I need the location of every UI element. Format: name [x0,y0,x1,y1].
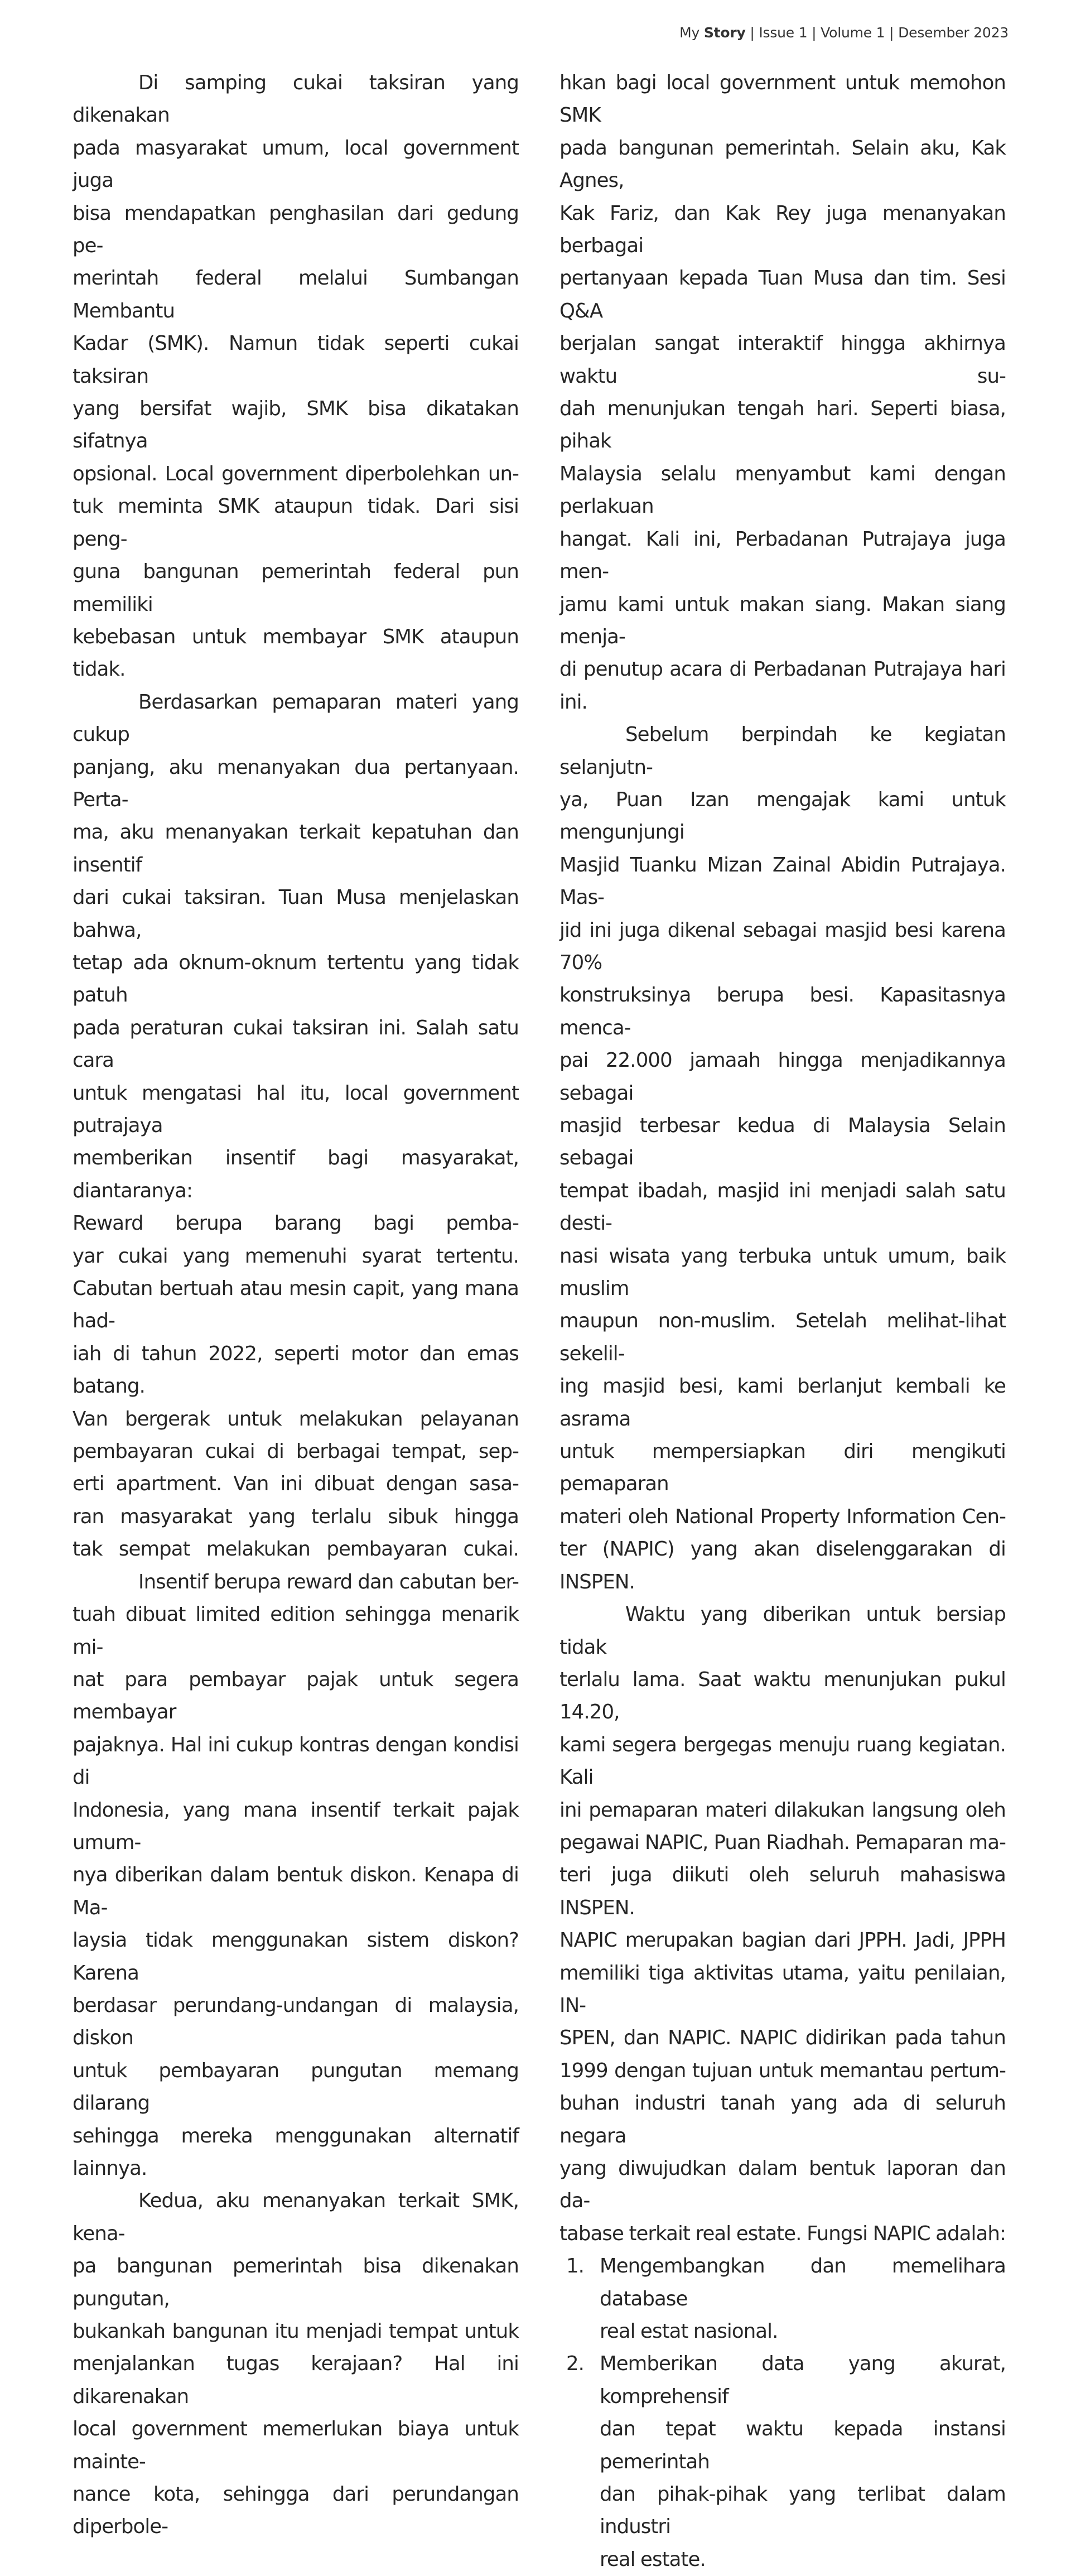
text-line: pai 22.000 jamaah hingga menjadikannya sebagai [559,1049,1006,1105]
text-line: pembayaran cukai di berbagai tempat, sep- [73,1440,519,1463]
text-line: ma, aku menanyakan terkait kepatuhan dan insentif [73,821,519,877]
text-line: nance kota, sehingga dari perundangan diperbole- [73,2483,519,2539]
text-line: memberikan insentif bagi masyarakat, diantaranya: [73,1147,519,1202]
text-line: ter (NAPIC) yang akan diselenggarakan di INSPEN. [559,1538,1006,1593]
text-line: real estate. [600,2548,706,2571]
text-line: materi oleh National Property Information Cen- [559,1505,1006,1528]
text-line: hkan bagi local government untuk memohon SMK [559,71,1006,127]
text-line: bisa mendapatkan penghasilan dari gedung pe- [73,201,519,258]
text-line: laysia tidak menggunakan sistem diskon? Karena [73,1929,519,1985]
text-line: Waktu yang diberikan untuk bersiap tidak [559,1603,1006,1659]
text-line: ran masyarakat yang terlalu sibuk hingga [73,1505,519,1528]
text-line: berdasar perundang-undangan di malaysia, diskon [73,1994,519,2050]
text-line: berjalan sangat interaktif hingga akhirnya waktu su- [559,332,1006,388]
text-line: nasi wisata yang terbuka untuk umum, baik muslim [559,1244,1006,1301]
text-line: dari cukai taksiran. Tuan Musa menjelaskan bahwa, [73,886,519,942]
napic-functions-list [559,2250,1006,2576]
text-line: tabase terkait real estate. Fungsi NAPIC adalah: [559,2222,1006,2245]
text-line: merintah federal melalui Sumbangan Membantu [73,267,519,322]
text-line: menjalankan tugas kerajaan? Hal ini dikarenakan [73,2352,519,2408]
text-line: ya, Puan Izan mengajak kami untuk mengunjungi [559,788,1006,844]
text-line: pajaknya. Hal ini cukup kontras dengan kondisi di [73,1733,519,1789]
text-line: di penutup acara di Perbadanan Putrajaya hari ini. [559,658,1006,714]
text-line: untuk pembayaran pungutan memang dilarang [73,2059,519,2115]
text-line: nya diberikan dalam bentuk diskon. Kenapa di Ma- [73,1864,519,1919]
header-prefix: My [679,25,700,41]
text-line: pegawai NAPIC, Puan Riadhah. Pemaparan ma- [559,1831,1006,1854]
text-line: local government memerlukan biaya untuk mainte- [73,2418,519,2473]
text-line: hangat. Kali ini, Perbadanan Putrajaya juga men- [559,527,1006,584]
text-line: Cabutan bertuah atau mesin capit, yang mana had- [73,1277,519,1333]
text-line: Kedua, aku menanyakan terkait SMK, kena- [73,2189,519,2245]
text-line: untuk mempersiapkan diri mengikuti pemaparan [559,1440,1006,1496]
text-line: Memberikan data yang akurat, komprehensif [600,2352,1006,2408]
text-line: tempat ibadah, masjid ini menjadi salah satu desti- [559,1179,1006,1235]
text-line: sehingga mereka menggunakan alternatif lainnya. [73,2124,519,2180]
text-line: Di samping cukai taksiran yang dikenakan [73,71,519,127]
text-line: yang diwujudkan dalam bentuk laporan dan da- [559,2157,1006,2213]
text-line: pada masyarakat umum, local government juga [73,136,519,192]
text-line: yang bersifat wajib, SMK bisa dikatakan sifatnya [73,397,519,453]
text-line: bukankah bangunan itu menjadi tempat untuk [73,2320,519,2343]
text-line: 1999 dengan tujuan untuk memantau pertum- [559,2059,1006,2082]
text-line: dan tepat waktu kepada instansi pemerintah [600,2418,1006,2473]
text-line: pada bangunan pemerintah. Selain aku, Kak Agnes, [559,136,1006,192]
text-line: tetap ada oknum-oknum tertentu yang tidak patuh [73,951,519,1007]
text-line: Sebelum berpindah ke kegiatan selanjutn- [559,723,1006,779]
text-line: masjid terbesar kedua di Malaysia Selain sebagai [559,1114,1006,1170]
text-line: pada peraturan cukai taksiran ini. Salah satu cara [73,1016,519,1072]
text-line: buhan industri tanah yang ada di seluruh negara [559,2092,1006,2148]
text-line: tuk meminta SMK ataupun tidak. Dari sisi peng- [73,495,519,551]
text-line: maupun non-muslim. Setelah melihat-lihat sekelil- [559,1309,1006,1365]
text-line: iah di tahun 2022, seperti motor dan emas batang. [73,1342,519,1398]
text-line: Kak Fariz, dan Kak Rey juga menanyakan berbagai [559,201,1006,258]
text-line: Berdasarkan pemaparan materi yang cukup [73,690,519,747]
text-line: ini pemaparan materi dilakukan langsung oleh [559,1798,1006,1822]
text-line: ing masjid besi, kami berlanjut kembali ke asrama [559,1375,1006,1431]
text-line: untuk mengatasi hal itu, local government putrajaya [73,1081,519,1137]
text-line: Malaysia selalu menyambut kami dengan perlakuan [559,462,1006,518]
text-line: guna bangunan pemerintah federal pun memiliki [73,560,519,616]
list-item-number: 2. [566,2352,585,2376]
text-line: tuah dibuat limited edition sehingga menarik mi- [73,1603,519,1659]
text-line: opsional. Local government diperbolehkan un- [73,462,519,485]
text-line: dah menunjukan tengah hari. Seperti biasa, pihak [559,397,1006,453]
left-column [73,67,519,2544]
text-line: nat para pembayar pajak untuk segera membayar [73,1668,519,1724]
text-line: konstruksinya berupa besi. Kapasitasnya menca- [559,984,1006,1039]
text-line: real estat nasional. [600,2320,778,2343]
text-line: jid ini juga dikenal sebagai masjid besi karena 70% [559,918,1006,974]
right-column [559,67,1006,2576]
list-item [559,2348,1006,2576]
text-line: kebebasan untuk membayar SMK ataupun tidak. [73,625,519,681]
list-item [559,2250,1006,2348]
header-brand: Story [703,25,746,41]
text-line: Van bergerak untuk melakukan pelayanan [73,1407,519,1431]
text-line: Masjid Tuanku Mizan Zainal Abidin Putrajaya. Mas- [559,853,1006,909]
text-line: Kadar (SMK). Namun tidak seperti cukai taksiran [73,332,519,388]
text-line: kami segera bergegas menuju ruang kegiatan. Kali [559,1733,1006,1789]
list-item-number: 1. [566,2255,585,2278]
text-line: memiliki tiga aktivitas utama, yaitu penilaian, IN- [559,1961,1006,2017]
text-line: terlalu lama. Saat waktu menunjukan pukul 14.20, [559,1668,1006,1724]
text-line: erti apartment. Van ini dibuat dengan sasa- [73,1472,519,1496]
text-line: yar cukai yang memenuhi syarat tertentu. [73,1244,519,1268]
text-line: tak sempat melakukan pembayaran cukai. [73,1538,519,1561]
text-line: SPEN, dan NAPIC. NAPIC didirikan pada tahun [559,2026,1006,2050]
text-line: Indonesia, yang mana insentif terkait pajak umum- [73,1798,519,1854]
text-line: dan pihak-pihak yang terlibat dalam industri [600,2483,1006,2539]
text-line: teri juga diikuti oleh seluruh mahasiswa INSPEN. [559,1864,1006,1919]
text-line: Mengembangkan dan memelihara database [600,2255,1006,2310]
text-line: pertanyaan kepada Tuan Musa dan tim. Sesi Q&A [559,267,1006,322]
page-header [679,25,1009,41]
text-line: jamu kami untuk makan siang. Makan siang menja- [559,593,1006,648]
text-line: NAPIC merupakan bagian dari JPPH. Jadi, JPPH [559,1929,1006,1952]
text-line: Insentif berupa reward dan cabutan ber- [138,1570,519,1593]
text-line: Reward berupa barang bagi pemba- [73,1212,519,1235]
text-line: pa bangunan pemerintah bisa dikenakan pungutan, [73,2255,519,2310]
text-line: panjang, aku menanyakan dua pertanyaan. Perta- [73,755,519,811]
header-issue-info: | Issue 1 | Volume 1 | Desember 2023 [750,25,1009,41]
